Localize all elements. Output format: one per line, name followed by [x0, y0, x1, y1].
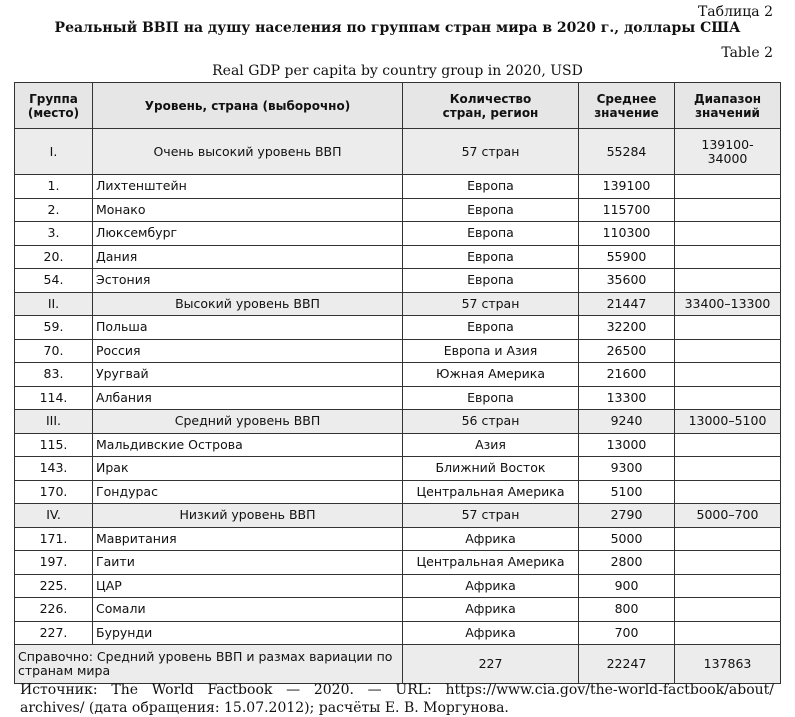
country-name-cell: Монако: [93, 198, 403, 222]
rank-cell: 59.: [15, 316, 93, 340]
region-cell: Европа: [403, 245, 579, 269]
value-cell: 55284: [579, 129, 675, 175]
value-cell: 139100: [579, 175, 675, 199]
region-cell: 57 стран: [403, 129, 579, 175]
group-row: [15, 292, 781, 316]
country-row: [15, 269, 781, 293]
country-name-cell: Люксембург: [93, 222, 403, 246]
rank-cell: 83.: [15, 363, 93, 387]
range-cell: [675, 198, 781, 222]
col-header-group: [15, 83, 93, 129]
country-row: [15, 198, 781, 222]
country-name-cell: Гондурас: [93, 480, 403, 504]
range-cell: [675, 621, 781, 645]
rank-cell: 20.: [15, 245, 93, 269]
region-cell: Европа: [403, 386, 579, 410]
value-cell: 13300: [579, 386, 675, 410]
country-name-cell: Дания: [93, 245, 403, 269]
table-label-ru: Таблица 2: [697, 4, 773, 20]
group-name-cell: Низкий уровень ВВП: [93, 504, 403, 528]
col-header-count: [403, 83, 579, 129]
source-line-2: archives/ (дата обращения: 15.07.2012); расчёты Е. В. Моргунова.: [20, 700, 509, 716]
rank-cell: II.: [15, 292, 93, 316]
value-cell: 5100: [579, 480, 675, 504]
country-row: [15, 457, 781, 481]
country-row: [15, 598, 781, 622]
region-cell: Центральная Америка: [403, 551, 579, 575]
value-cell: 21447: [579, 292, 675, 316]
range-cell: [675, 222, 781, 246]
region-cell: Африка: [403, 527, 579, 551]
col-header-level-text: Уровень, страна (выборочно): [144, 98, 351, 113]
reference-label: Справочно: Средний уровень ВВП и размах вариации по странам мира: [15, 645, 403, 684]
region-cell: Центральная Америка: [403, 480, 579, 504]
rank-cell: 225.: [15, 574, 93, 598]
col-header-count-text: Количество стран, регион: [442, 91, 539, 120]
rank-cell: 115.: [15, 433, 93, 457]
country-row: [15, 339, 781, 363]
rank-cell: I.: [15, 129, 93, 175]
rank-cell: 170.: [15, 480, 93, 504]
reference-row: [15, 645, 781, 684]
value-cell: 35600: [579, 269, 675, 293]
country-row: [15, 386, 781, 410]
region-cell: Южная Америка: [403, 363, 579, 387]
table-body: [15, 129, 781, 645]
value-cell: 700: [579, 621, 675, 645]
value-cell: 55900: [579, 245, 675, 269]
region-cell: Ближний Восток: [403, 457, 579, 481]
range-cell: [675, 363, 781, 387]
col-header-level: [93, 83, 403, 129]
region-cell: Европа: [403, 175, 579, 199]
source-line-1: Источник: The World Factbook — 2020. — URL: https://www.cia.gov/the-world-factbook/about/: [20, 682, 774, 698]
gdp-table: [14, 82, 781, 684]
range-cell: [675, 433, 781, 457]
rank-cell: 226.: [15, 598, 93, 622]
value-cell: 9240: [579, 410, 675, 434]
group-row: [15, 504, 781, 528]
rank-cell: III.: [15, 410, 93, 434]
range-cell: [675, 269, 781, 293]
country-name-cell: Мальдивские Острова: [93, 433, 403, 457]
source-note: [20, 681, 774, 717]
region-cell: Африка: [403, 574, 579, 598]
group-name-cell: Высокий уровень ВВП: [93, 292, 403, 316]
range-cell: [675, 457, 781, 481]
country-name-cell: Россия: [93, 339, 403, 363]
col-header-range-text: Диапазон значений: [693, 91, 762, 120]
value-cell: 2790: [579, 504, 675, 528]
rank-cell: 1.: [15, 175, 93, 199]
rank-cell: 2.: [15, 198, 93, 222]
region-cell: Европа: [403, 198, 579, 222]
group-row: [15, 410, 781, 434]
range-cell: [675, 339, 781, 363]
col-header-group-text: Группа (место): [27, 91, 80, 120]
region-cell: Азия: [403, 433, 579, 457]
range-cell: [675, 316, 781, 340]
reference-count: 227: [403, 645, 579, 684]
col-header-mean: [579, 83, 675, 129]
table-title-ru: Реальный ВВП на душу населения по группам стран мира в 2020 г., доллары США: [54, 20, 741, 36]
country-row: [15, 480, 781, 504]
range-cell: [675, 175, 781, 199]
rank-cell: 3.: [15, 222, 93, 246]
country-row: [15, 363, 781, 387]
rank-cell: 114.: [15, 386, 93, 410]
range-cell: [675, 527, 781, 551]
country-name-cell: Уругвай: [93, 363, 403, 387]
value-cell: 110300: [579, 222, 675, 246]
rank-cell: IV.: [15, 504, 93, 528]
country-name-cell: Мавритания: [93, 527, 403, 551]
value-cell: 115700: [579, 198, 675, 222]
table-label-en: Table 2: [721, 45, 773, 61]
range-cell: [675, 598, 781, 622]
range-cell: 139100- 34000: [675, 129, 781, 175]
range-cell: [675, 574, 781, 598]
region-cell: 57 стран: [403, 292, 579, 316]
col-header-mean-text: Среднее значение: [594, 91, 659, 120]
country-name-cell: Гаити: [93, 551, 403, 575]
country-row: [15, 175, 781, 199]
value-cell: 2800: [579, 551, 675, 575]
col-header-range: [675, 83, 781, 129]
country-row: [15, 574, 781, 598]
country-name-cell: Лихтенштейн: [93, 175, 403, 199]
country-name-cell: Эстония: [93, 269, 403, 293]
country-row: [15, 245, 781, 269]
country-name-cell: ЦАР: [93, 574, 403, 598]
country-name-cell: Бурунди: [93, 621, 403, 645]
value-cell: 800: [579, 598, 675, 622]
range-cell: 5000–700: [675, 504, 781, 528]
value-cell: 900: [579, 574, 675, 598]
region-cell: 56 стран: [403, 410, 579, 434]
rank-cell: 227.: [15, 621, 93, 645]
country-name-cell: Польша: [93, 316, 403, 340]
region-cell: 57 стран: [403, 504, 579, 528]
rank-cell: 197.: [15, 551, 93, 575]
region-cell: Африка: [403, 598, 579, 622]
region-cell: Европа: [403, 269, 579, 293]
country-row: [15, 551, 781, 575]
value-cell: 32200: [579, 316, 675, 340]
region-cell: Европа: [403, 316, 579, 340]
value-cell: 13000: [579, 433, 675, 457]
range-cell: [675, 245, 781, 269]
rank-cell: 143.: [15, 457, 93, 481]
country-name-cell: Албания: [93, 386, 403, 410]
rank-cell: 54.: [15, 269, 93, 293]
table-header-row: [15, 83, 781, 129]
country-row: [15, 527, 781, 551]
rank-cell: 70.: [15, 339, 93, 363]
country-row: [15, 621, 781, 645]
reference-mean: 22247: [579, 645, 675, 684]
table-title-en: Real GDP per capita by country group in 2020, USD: [212, 63, 583, 79]
value-cell: 9300: [579, 457, 675, 481]
group-name-cell: Средний уровень ВВП: [93, 410, 403, 434]
country-row: [15, 433, 781, 457]
country-row: [15, 316, 781, 340]
country-name-cell: Ирак: [93, 457, 403, 481]
range-cell: 13000–5100: [675, 410, 781, 434]
region-cell: Европа и Азия: [403, 339, 579, 363]
range-cell: [675, 551, 781, 575]
region-cell: Африка: [403, 621, 579, 645]
country-row: [15, 222, 781, 246]
group-row: [15, 129, 781, 175]
group-name-cell: Очень высокий уровень ВВП: [93, 129, 403, 175]
reference-range: 137863: [675, 645, 781, 684]
value-cell: 5000: [579, 527, 675, 551]
region-cell: Европа: [403, 222, 579, 246]
value-cell: 21600: [579, 363, 675, 387]
value-cell: 26500: [579, 339, 675, 363]
range-cell: 33400–13300: [675, 292, 781, 316]
country-name-cell: Сомали: [93, 598, 403, 622]
rank-cell: 171.: [15, 527, 93, 551]
range-cell: [675, 386, 781, 410]
range-cell: [675, 480, 781, 504]
